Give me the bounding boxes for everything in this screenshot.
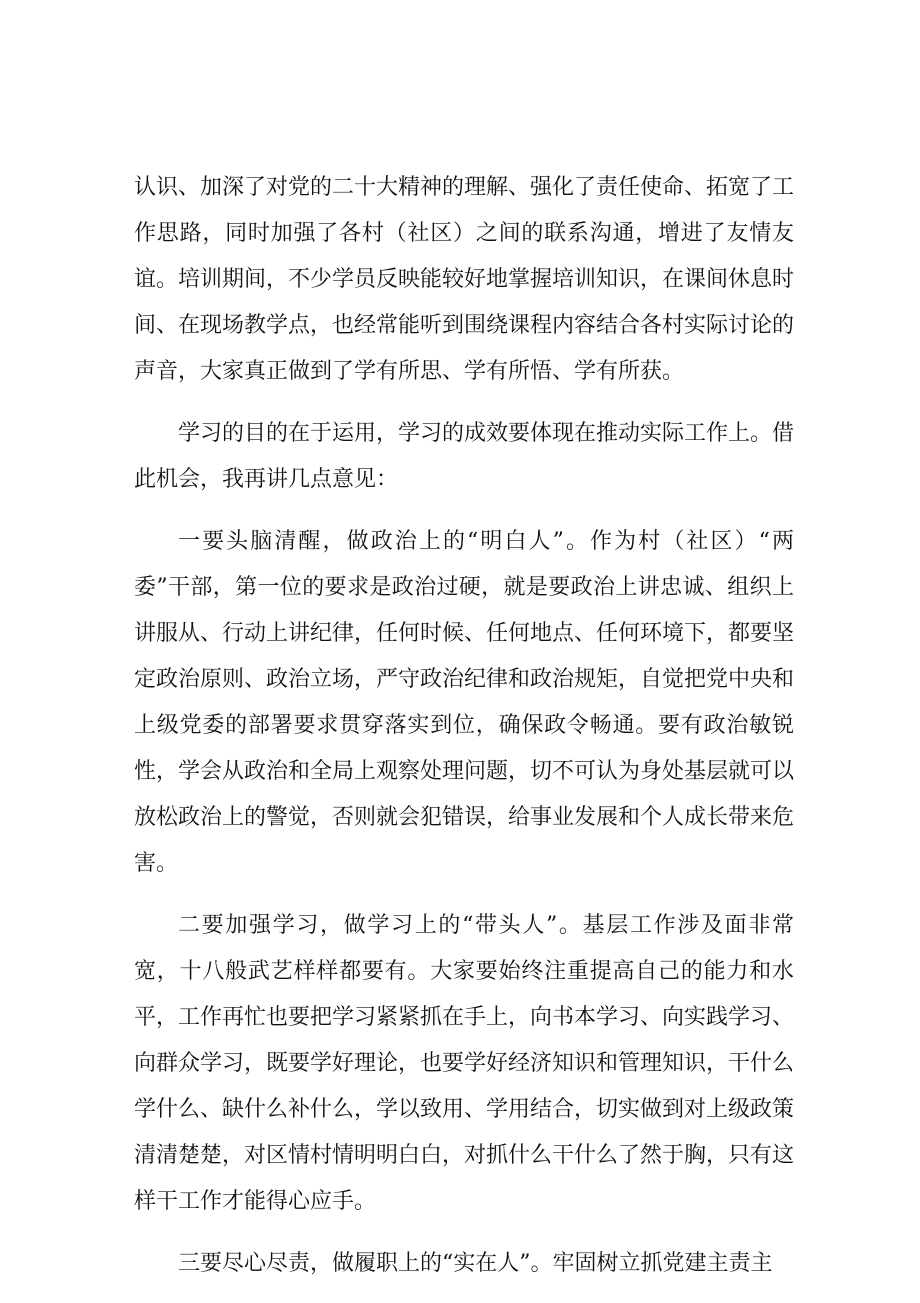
paragraph-1: 认识、加深了对党的二十大精神的理解、强化了责任使命、拓宽了工作思路，同时加强了各村（社区）之间的联系沟通，增进了友情友谊。培训期间，不少学员反映能较好地掌握培训知识，在课间休息时间、在现场教学点，也经常能听到围绕课程内容结合各村实际讨论的声音，大家真正做到了学有所思、学有所悟、学有所获。 <box>134 175 795 384</box>
document-body <box>134 165 794 1303</box>
paragraph-3: 一要头脑清醒，做政治上的“明白人”。作为村（社区）“两委”干部，第一位的要求是政治过硬，就是要政治上讲忠诚、组织上讲服从、行动上讲纪律，任何时候、任何地点、任何环境下，都要坚定政治原则、政治立场，严守政治纪律和政治规矩，自觉把党中央和上级党委的部署要求贯穿落实到位，确保政令畅通。要有政治敏锐性，学会从政治和全局上观察处理问题，切不可认为身处基层就可以放松政治上的警觉，否则就会犯错误，给事业发展和个人成长带来危害。 <box>134 529 795 876</box>
paragraph-5: 三要尽心尽责，做履职上的“实在人”。牢固树立抓党建主责主 <box>178 1251 773 1276</box>
paragraph-4: 二要加强学习，做学习上的“带头人”。基层工作涉及面非常宽，十八般武艺样样都要有。大家要始终注重提高自己的能力和水平，工作再忙也要把学习紧紧抓在手上，向书本学习、向实践学习、向群众学习，既要学好理论，也要学好经济知识和管理知识，干什么学什么、缺什么补什么，学以致用、学用结合，切实做到对上级政策清清楚楚，对区情村情明明白白，对抓什么干什么了然于胸，只有这样干工作才能得心应手。 <box>134 913 795 1214</box>
paragraph-2: 学习的目的在于运用，学习的成效要体现在推动实际工作上。借此机会，我再讲几点意见： <box>134 421 795 492</box>
